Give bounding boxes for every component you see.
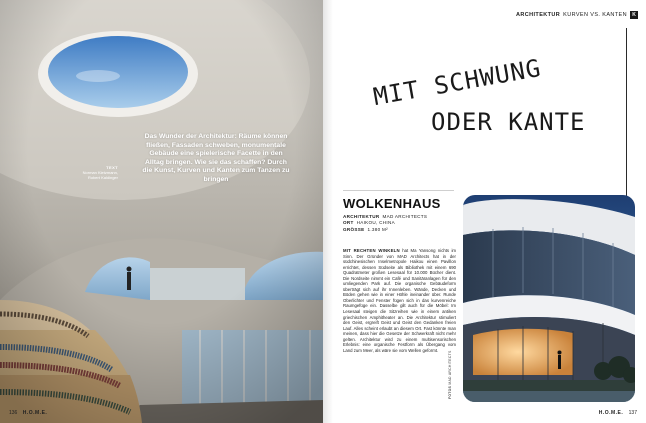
right-page-number: 137 xyxy=(628,410,637,416)
author-credit xyxy=(48,165,118,180)
section-name: ARCHITEKTUR xyxy=(516,12,561,18)
right-page xyxy=(323,0,646,423)
photo-credit-label: FOTOS xyxy=(448,385,452,399)
building-exterior-illustration xyxy=(463,195,635,402)
meta-key: ARCHITEKTUR xyxy=(343,214,380,219)
article-body xyxy=(343,248,456,353)
page-gutter-shadow xyxy=(323,0,333,423)
left-magazine-name: H.O.M.E. xyxy=(22,410,48,416)
section-marker: K xyxy=(630,11,638,19)
article-meta xyxy=(343,214,455,233)
article-title: WOLKENHAUS xyxy=(343,196,441,211)
section-header xyxy=(516,11,638,19)
intro-text: Das Wunder der Architektur: Räume können fließen, Fassaden schweben, monumentale Gebäude eine spielerische Facette in den Alltag bringen. Wie sie das schaffen? Durch die Kunst, Kurven und Kanten zum Tanzen zu bringen xyxy=(142,133,290,183)
headline-line-1: MIT SCHWUNG xyxy=(371,53,544,111)
author-name: Robert Kaldinger xyxy=(87,175,118,180)
article-lead: MIT RECHTEN WINKELN xyxy=(343,248,400,253)
building-exterior-photo xyxy=(463,195,635,402)
author-credit-label: TEXT xyxy=(106,165,118,170)
meta-value: MAD ARCHITECTS xyxy=(382,214,428,219)
meta-key: GRÖSSE xyxy=(343,226,365,232)
left-folio xyxy=(9,410,47,416)
article-body-text: hat Ma Yansong nichts im Sinn. Der Gründer von MAD Architects hat in der südchinesischen Inselmetropole Haikou einen Pavillon errichtet, dessen Südseite als Bibliothek mit einem 690 Quadratmeter großen Lesesaal für 10.000 Bücher dient. Die Nordseite nimmt ein Café und Sanitäranlagen für den umliegenden Park auf. Die organische Gebäudeform überträgt sich auf ihr Innenleben. Wände, Decken und Böden gehen wie in einer Höhle ineinander über. Runde Oberlichter und Fenster fügen sich in das kurvenreiche Raumgefüge ein. Dasselbe gilt auch für die Möbel: Im Lesesaal steigen die Sitzreihen wie in einem antiken griechischen Amphitheater an. Die Architektur stimuliert den Geist, ergreift Geist und Geist den Gedanken freien Lauf. Alles scheint erlaubt an diesem Ort. Fast könnte man meinen, dass hier die Gesetze der Schwerkraft nicht mehr gelten. Architektur wird zu einem multisensorischen Erlebnis: eine organische Festform als Übergang vom Land zum Meer, als wäre sie vom Wellen geformt. xyxy=(343,248,456,353)
photo-credit xyxy=(448,350,452,399)
meta-value: HAIKOU, CHINA xyxy=(356,220,395,226)
headline-line-2: ODER KANTE xyxy=(431,108,586,136)
section-subtitle: KURVEN VS. KANTEN xyxy=(563,12,627,18)
meta-key: ORT xyxy=(343,220,354,226)
meta-value: 1.380 M² xyxy=(367,226,388,232)
author-name: Norman Kietzmann, xyxy=(82,170,118,175)
left-page-number: 136 xyxy=(9,410,18,416)
right-folio xyxy=(599,410,637,416)
title-rule xyxy=(343,190,454,191)
photo-credit-name: MAD ARCHITECTS xyxy=(448,350,452,385)
meta-row xyxy=(343,227,455,233)
right-magazine-name: H.O.M.E. xyxy=(598,410,624,416)
